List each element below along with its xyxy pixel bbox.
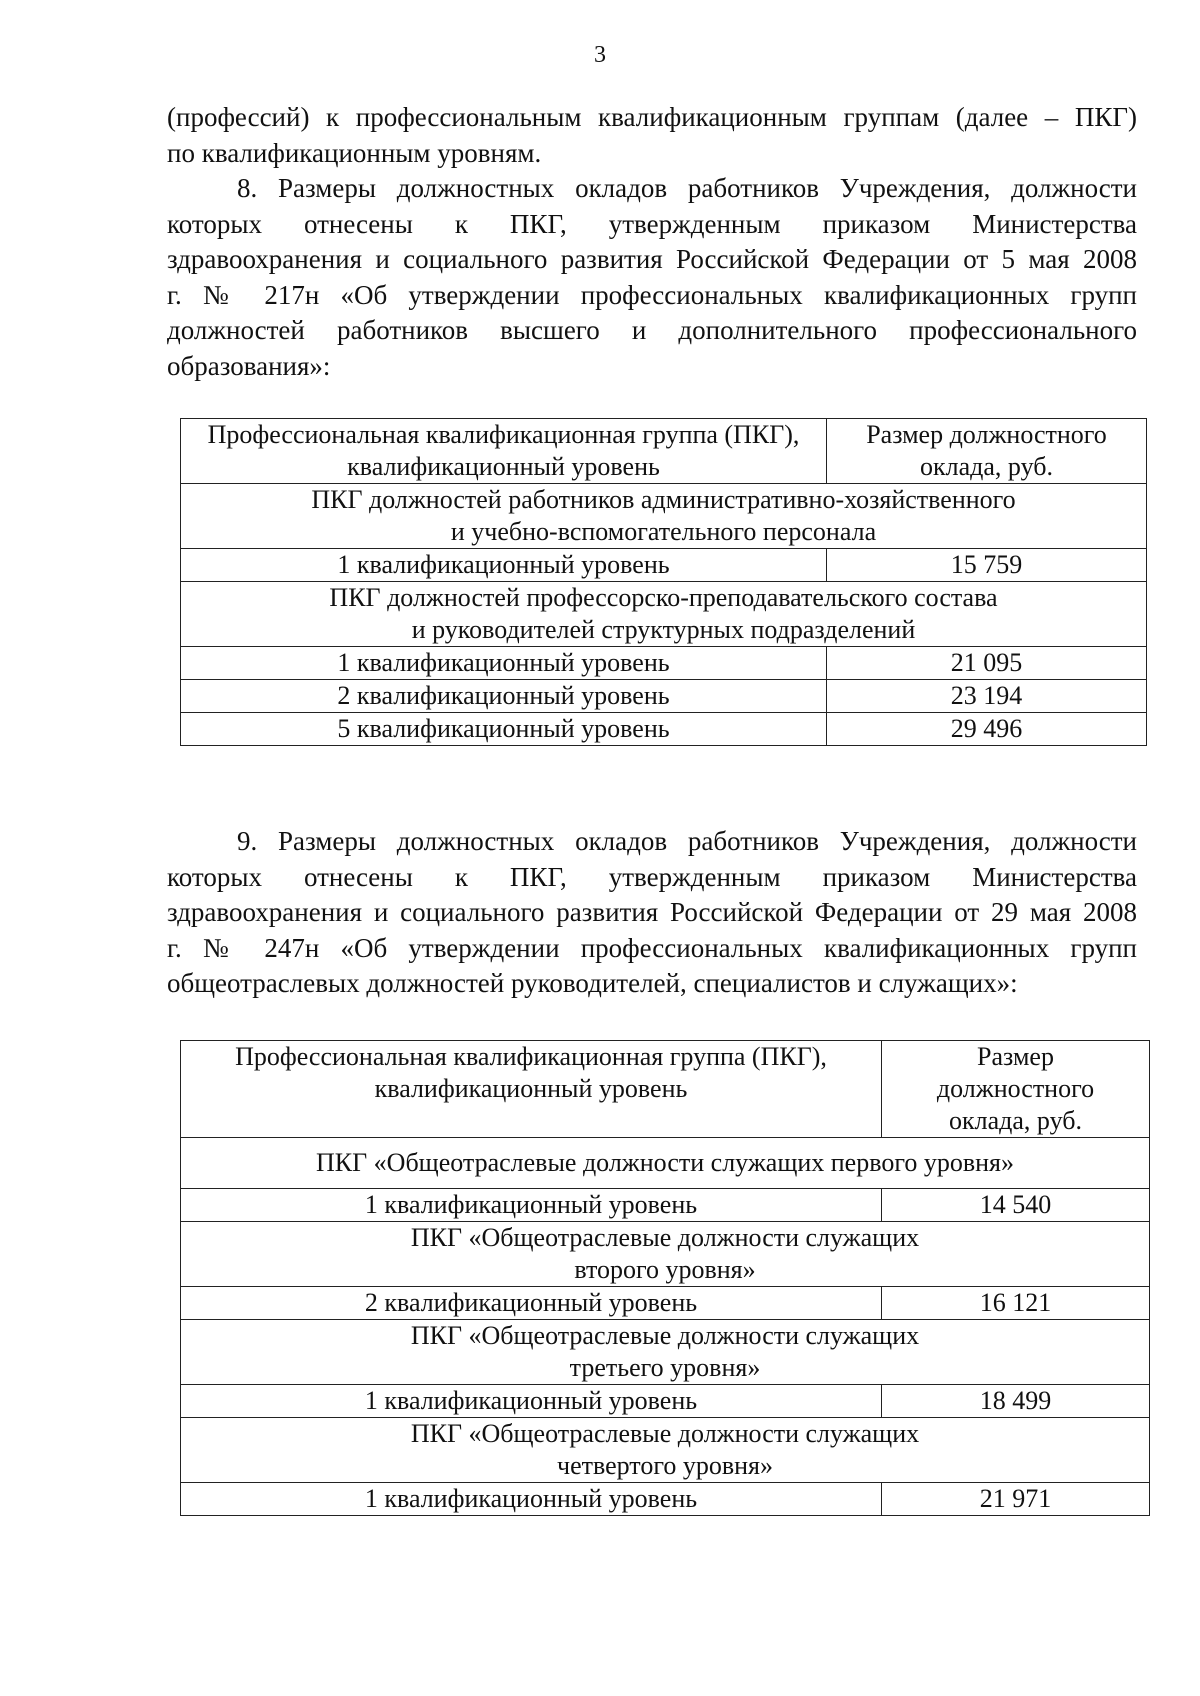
- group-title-line: и руководителей структурных подразделений: [411, 615, 916, 644]
- table-row: [181, 1385, 1150, 1418]
- table-row: [181, 1287, 1150, 1320]
- group-title-line: ПКГ «Общеотраслевые должности служащих: [410, 1419, 920, 1448]
- group-title-cell: [181, 582, 1147, 647]
- level-cell: 2 квалификационный уровень: [181, 1287, 882, 1320]
- header-group-cell: Профессиональная квалификационная группа (ПКГ), квалификационный уровень: [181, 419, 827, 484]
- salary-cell: 21 095: [827, 647, 1147, 680]
- table-row: [181, 1483, 1150, 1516]
- group-title-row: [181, 1320, 1150, 1385]
- group-title-line: ПКГ «Общеотраслевые должности служащих: [410, 1223, 920, 1252]
- salary-cell: 15 759: [827, 549, 1147, 582]
- level-cell: 1 квалификационный уровень: [181, 1483, 882, 1516]
- table-header-row: [181, 1041, 1150, 1138]
- table-row: [181, 713, 1147, 746]
- level-cell: 1 квалификационный уровень: [181, 549, 827, 582]
- section-8-line: г. № 217н «Об утверждении профессиональных квалификационных групп: [167, 279, 1137, 310]
- group-title-row: [181, 484, 1147, 549]
- section-9-paragraph: [167, 824, 1137, 1002]
- page-number: 3: [594, 42, 606, 68]
- section-9-line: 9. Размеры должностных окладов работников Учреждения, должности: [237, 826, 1137, 856]
- section-9-line: г. № 247н «Об утверждении профессиональных квалификационных групп: [167, 932, 1137, 963]
- group-title-cell: [181, 1222, 1150, 1287]
- group-title-line: ПКГ должностей профессорско-преподавательского состава: [329, 583, 998, 612]
- group-title-cell: [181, 1138, 1150, 1189]
- table-row: [181, 1189, 1150, 1222]
- section-8-line: 8. Размеры должностных окладов работников Учреждения, должности: [237, 173, 1137, 203]
- group-title-cell: [181, 1418, 1150, 1483]
- group-title-line: и учебно-вспомогательного персонала: [450, 517, 877, 546]
- group-title-line: третьего уровня»: [569, 1353, 761, 1382]
- level-cell: 1 квалификационный уровень: [181, 1189, 882, 1222]
- salary-cell: 18 499: [882, 1385, 1150, 1418]
- group-title-row: [181, 582, 1147, 647]
- group-title-line: второго уровня»: [574, 1255, 756, 1284]
- header-line: оклада, руб.: [949, 1106, 1082, 1135]
- salary-cell: 29 496: [827, 713, 1147, 746]
- salary-cell: 21 971: [882, 1483, 1150, 1516]
- table-row: [181, 647, 1147, 680]
- header-line: квалификационный уровень: [374, 1074, 688, 1103]
- table-row: [181, 680, 1147, 713]
- salary-cell: 23 194: [827, 680, 1147, 713]
- salary-cell: 14 540: [882, 1189, 1150, 1222]
- section-9-line: которых отнесены к ПКГ, утвержденным приказом Министерства: [167, 861, 1137, 892]
- salary-table-217n: [180, 418, 1147, 746]
- group-title-cell: [181, 1320, 1150, 1385]
- group-title-cell: [181, 484, 1147, 549]
- level-cell: 1 квалификационный уровень: [181, 647, 827, 680]
- group-title-line: ПКГ «Общеотраслевые должности служащих первого уровня»: [316, 1148, 1014, 1177]
- group-title-row: [181, 1418, 1150, 1483]
- group-title-row: [181, 1138, 1150, 1189]
- salary-cell: 16 121: [882, 1287, 1150, 1320]
- header-line: Размер: [977, 1042, 1054, 1071]
- header-salary-cell: Размер должностного оклада, руб.: [827, 419, 1147, 484]
- level-cell: 2 квалификационный уровень: [181, 680, 827, 713]
- section-8-paragraph: [167, 171, 1137, 384]
- section-8-line: здравоохранения и социального развития Российской Федерации от 5 мая 2008: [167, 244, 1137, 274]
- intro-paragraph: [167, 100, 1137, 171]
- header-group-cell: [181, 1041, 882, 1138]
- group-title-row: [181, 1222, 1150, 1287]
- level-cell: 5 квалификационный уровень: [181, 713, 827, 746]
- group-title-line: ПКГ должностей работников административно-хозяйственного: [311, 485, 1016, 514]
- header-line: должностного: [936, 1074, 1095, 1103]
- section-8-line: которых отнесены к ПКГ, утвержденным приказом Министерства: [167, 208, 1137, 239]
- header-line: Профессиональная квалификационная группа (ПКГ),: [235, 1042, 827, 1071]
- header-salary-cell: [882, 1041, 1150, 1138]
- section-8-line: образования»:: [167, 350, 331, 381]
- group-title-line: ПКГ «Общеотраслевые должности служащих: [410, 1321, 920, 1350]
- level-cell: 1 квалификационный уровень: [181, 1385, 882, 1418]
- intro-line: (профессий) к профессиональным квалификационным группам (далее – ПКГ): [167, 102, 1137, 132]
- salary-table-247n: [180, 1040, 1150, 1516]
- intro-line: по квалификационным уровням.: [167, 137, 542, 168]
- section-9-line: здравоохранения и социального развития Российской Федерации от 29 мая 2008: [167, 897, 1137, 927]
- table-header-row: [181, 419, 1147, 484]
- section-8-line: должностей работников высшего и дополнительного профессионального: [167, 315, 1137, 345]
- table-row: [181, 549, 1147, 582]
- section-9-line: общеотраслевых должностей руководителей, специалистов и служащих»:: [167, 968, 1018, 998]
- group-title-line: четвертого уровня»: [557, 1451, 773, 1480]
